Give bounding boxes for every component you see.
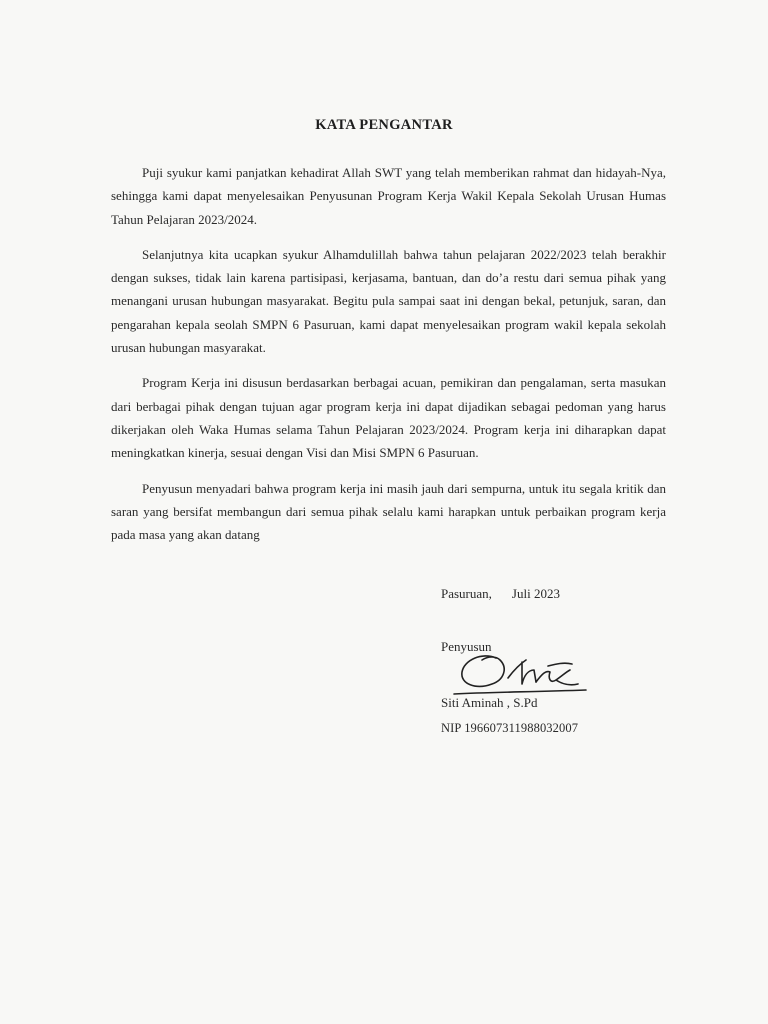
composer-label: Penyusun [441,639,492,654]
signature-icon [452,640,592,702]
page-title: KATA PENGANTAR [315,117,453,133]
place-date-line [441,586,560,602]
paragraph-1: Puji syukur kami panjatkan kehadirat Allah SWT yang telah memberikan rahmat dan hidayah-Nya, sehingga kami dapat menyelesaikan Penyusunan Program Kerja Wakil Kepala Sekolah Urusan Humas Tahun Pelajaran 2023/2024. [111,165,666,227]
paragraph-4: Penyusun menyadari bahwa program kerja ini masih jauh dari sempurna, untuk itu segala kritik dan saran yang bersifat membangun dari semua pihak selalu kami harapkan untuk perbaikan program kerja pada masa yang akan datang [111,480,666,543]
date-text: Juli 2023 [511,586,560,601]
paragraph-2: Selanjutnya kita ucapkan syukur Alhamdulillah bahwa tahun pelajaran 2022/2023 telah berakhir dengan sukses, tidak lain karena partisipasi, kerjasama, bantuan, dan do’a restu dari semua pihak yang menangani urusan hubungan masyarakat. Begitu pula sampai saat ini dengan bekal, petunjuk, saran, dan pengarahan kepala seolah SMPN 6 Pasuruan, kami dapat menyelesaikan program wakil kepala sekolah urusan hubungan masyarakat. [111,246,666,356]
paragraph-3: Program Kerja ini disusun berdasarkan berbagai acuan, pemikiran dan pengalaman, serta masukan dari berbagai pihak dengan tujuan agar program kerja ini dapat dijadikan sebagai pedoman yang harus dikerjakan oleh Waka Humas selama Tahun Pelajaran 2023/2024. Program kerja ini diharapkan dapat meningkatkan kinerja, sesuai dengan Visi dan Misi SMPN 6 Pasuruan. [111,375,666,461]
body-text [111,161,666,558]
place-text: Pasuruan, [441,586,492,601]
nip-number: NIP 196607311988032007 [441,721,579,735]
signer-name: Siti Aminah , S.Pd [441,695,538,710]
